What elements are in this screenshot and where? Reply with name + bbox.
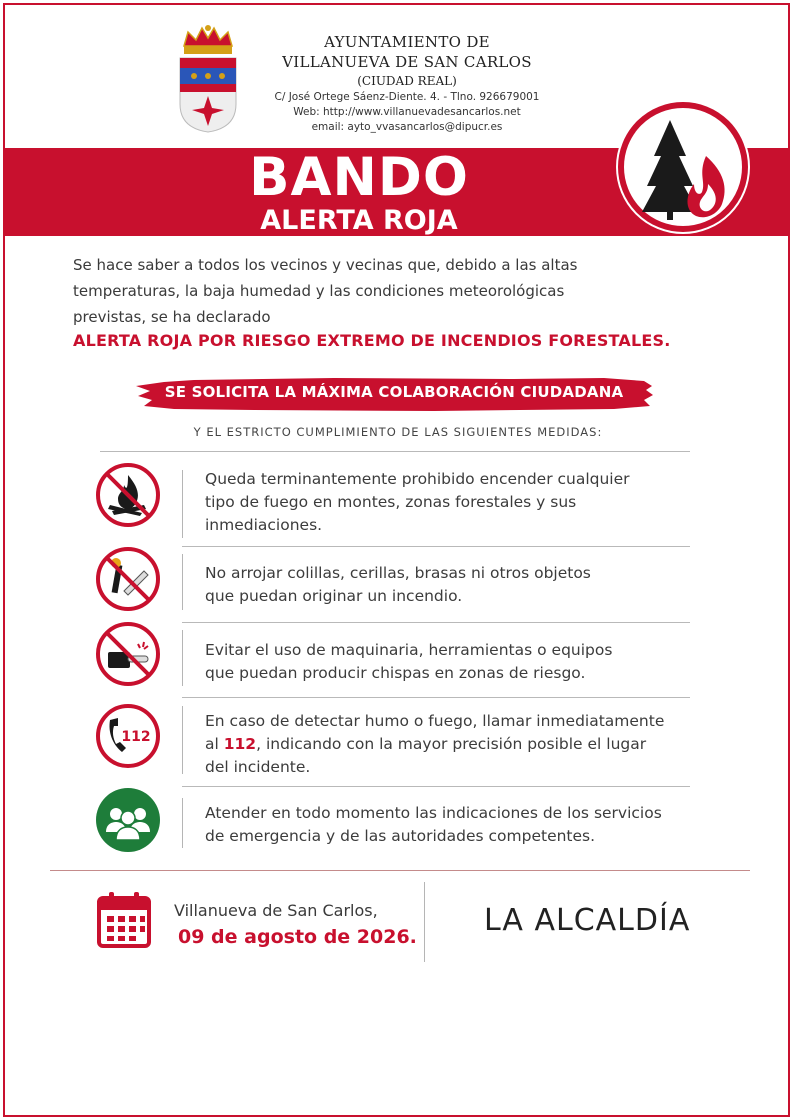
divider xyxy=(182,786,690,787)
row-separator xyxy=(182,630,183,686)
no-cigarette-icon xyxy=(94,545,162,613)
measure-3-line: Evitar el uso de maquinaria, herramientas o equipos xyxy=(205,641,613,659)
header-line2: VILLANUEVA DE SAN CARLOS xyxy=(282,53,532,71)
measure-2-line: No arrojar colillas, cerillas, brasas ni otros objetos xyxy=(205,564,591,582)
intro-text xyxy=(73,252,713,330)
divider xyxy=(100,451,690,452)
measure-5-text xyxy=(205,802,695,848)
measure-1-line: inmediaciones. xyxy=(205,516,323,534)
no-fire-icon xyxy=(94,461,162,529)
phone-112-label: 112 xyxy=(121,729,151,745)
footer-separator xyxy=(424,882,425,962)
measure-4-line xyxy=(205,733,695,756)
emergency-number[interactable]: 112 xyxy=(223,735,257,753)
row-separator xyxy=(182,798,183,848)
divider xyxy=(182,546,690,547)
alert-statement: ALERTA ROJA POR RIESGO EXTREMO DE INCENDIOS FORESTALES. xyxy=(73,331,671,350)
divider xyxy=(182,697,690,698)
footer-place: Villanueva de San Carlos, xyxy=(174,901,378,920)
measure-2-text xyxy=(205,562,695,608)
coat-of-arms-icon xyxy=(176,24,240,134)
measure-5-line: de emergencia y de las autoridades competentes. xyxy=(205,827,596,845)
phone-112-icon[interactable] xyxy=(94,702,162,770)
intro-line1: Se hace saber a todos los vecinos y vecinas que, debido a las altas xyxy=(73,256,578,274)
footer-signature: LA ALCALDÍA xyxy=(484,903,691,938)
municipality-header xyxy=(262,32,552,135)
measure-1-line: tipo de fuego en montes, zonas forestales y sus xyxy=(205,493,577,511)
emergency-services-icon xyxy=(94,786,162,854)
header-address: C/ José Ortege Sáenz-Diente. 4. - Tlno. 926679001 xyxy=(274,91,540,103)
measure-4-line-post: , indicando con la mayor precisión posible el lugar xyxy=(256,735,647,753)
forest-fire-icon xyxy=(614,98,752,236)
row-separator xyxy=(182,554,183,610)
measure-4-line: En caso de detectar humo o fuego, llamar inmediatamente xyxy=(205,712,665,730)
divider xyxy=(182,622,690,623)
intro-line3: previstas, se ha declarado xyxy=(73,308,271,326)
measure-3-text xyxy=(205,639,695,685)
collaboration-headline: SE SOLICITA LA MÁXIMA COLABORACIÓN CIUDADANA xyxy=(164,383,624,401)
row-separator xyxy=(182,706,183,774)
footer-divider xyxy=(50,870,750,871)
banner-title-block xyxy=(200,147,518,236)
banner-title: BANDO xyxy=(249,147,469,208)
header-line1: AYUNTAMIENTO DE xyxy=(324,33,490,51)
header-web[interactable]: Web: http://www.villanuevadesancarlos.net xyxy=(293,106,521,118)
no-machinery-icon xyxy=(94,620,162,688)
measure-4-text xyxy=(205,710,695,779)
measure-1-line: Queda terminantemente prohibido encender cualquier xyxy=(205,470,630,488)
measure-3-line: que puedan producir chispas en zonas de riesgo. xyxy=(205,664,586,682)
header-email[interactable]: email: ayto_vvasancarlos@dipucr.es xyxy=(311,121,503,133)
measure-4-line-pre: al xyxy=(205,735,224,753)
banner-subtitle: ALERTA ROJA xyxy=(260,205,458,236)
footer-date: 09 de agosto de 2026. xyxy=(178,926,417,948)
row-separator xyxy=(182,470,183,538)
measures-subtitle: Y EL ESTRICTO CUMPLIMIENTO DE LAS SIGUIENTES MEDIDAS: xyxy=(193,425,603,439)
measure-5-line: Atender en todo momento las indicaciones de los servicios xyxy=(205,804,662,822)
measure-4-line: del incidente. xyxy=(205,758,311,776)
header-line3: (CIUDAD REAL) xyxy=(357,74,457,88)
measure-2-line: que puedan originar un incendio. xyxy=(205,587,463,605)
intro-line2: temperaturas, la baja humedad y las condiciones meteorológicas xyxy=(73,282,565,300)
calendar-icon xyxy=(96,890,152,950)
measure-1-text xyxy=(205,468,695,537)
